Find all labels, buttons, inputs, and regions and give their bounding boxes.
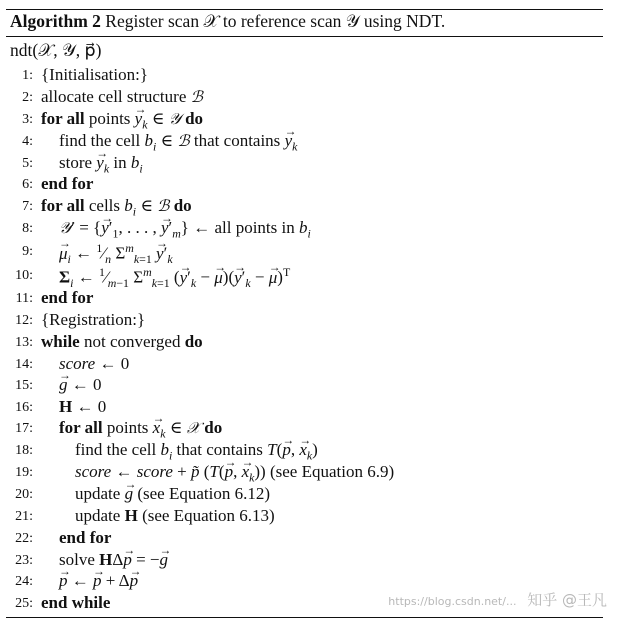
- line-number: 7:: [22, 199, 33, 214]
- line-code: → p ← → p + Δ→ p: [59, 571, 138, 591]
- line-code: allocate cell structure ℬ: [41, 87, 203, 106]
- line-number: 10:: [15, 268, 33, 283]
- line-number: 9:: [22, 244, 33, 259]
- line-code: find the cell $b_i$ that contains T(→ p, → $x_k$): [75, 440, 318, 463]
- line-number: 11:: [15, 291, 33, 306]
- line-number: 15:: [15, 378, 33, 393]
- line-number: 19:: [15, 465, 33, 480]
- line-code: solve HΔ→ p = −→ g: [59, 550, 168, 570]
- line-code: → g ← 0: [59, 375, 102, 395]
- algorithm-caption: [10, 11, 445, 32]
- line-code: $\Sigma_i$ ← $^1⁄_{m-1}$ $\Sigma^m_{k=1}$ (→ $y'_k$ − → $\mu)(\to y'_k$ − → μ)$^T$: [59, 265, 290, 291]
- line-code: end while: [41, 593, 111, 612]
- line-code: score ← score + p̃ (T(→ p, → $x_k$)) (see Equation 6.9): [75, 462, 394, 485]
- line-code: H ← 0: [59, 397, 107, 416]
- line-number: 5:: [22, 156, 33, 171]
- line-code: for all cells $b_i$ ∈ ℬ do: [41, 196, 192, 219]
- top-rule: [6, 9, 603, 10]
- line-number: 13:: [15, 335, 33, 350]
- line-code: store → $y_k$ in $b_i$: [59, 153, 143, 176]
- line-code: update → g (see Equation 6.12): [75, 484, 270, 504]
- line-code: end for: [41, 288, 94, 307]
- line-number: 18:: [15, 443, 33, 458]
- line-code: → $\mu_i$ ← $^1⁄_n$ $\Sigma^m_{k=1} \to y'_k$: [59, 241, 173, 267]
- line-code: {Initialisation:}: [41, 65, 148, 84]
- line-number: 2:: [22, 90, 33, 105]
- line-number: 4:: [22, 134, 33, 149]
- line-code: end for: [41, 174, 94, 193]
- line-code: end for: [59, 528, 112, 547]
- line-number: 25:: [15, 596, 33, 611]
- caption-rule: [6, 36, 603, 37]
- line-code: while not converged do: [41, 332, 203, 351]
- line-code: 𝒴′ = {→ $y'_1$, . . . , → $y'_m$} ← all points in $b_i$: [59, 218, 311, 241]
- line-number: 16:: [15, 400, 33, 415]
- line-number: 17:: [15, 421, 33, 436]
- line-number: 1:: [22, 68, 33, 83]
- line-code: {Registration:}: [41, 310, 146, 329]
- bottom-rule: [6, 617, 603, 618]
- line-number: 24:: [15, 574, 33, 589]
- function-signature: ndt(𝒳, 𝒴, p⃗): [10, 40, 102, 60]
- line-number: 3:: [22, 112, 33, 127]
- line-code: update H (see Equation 6.13): [75, 506, 275, 525]
- line-number: 21:: [15, 509, 33, 524]
- line-number: 22:: [15, 531, 33, 546]
- watermark-url: https://blog.csdn.net/...: [388, 595, 517, 608]
- line-number: 6:: [22, 177, 33, 192]
- line-number: 14:: [15, 357, 33, 372]
- line-code: for all points → $y_k$ ∈ 𝒴 do: [41, 109, 203, 132]
- watermark-text: 知乎 @王凡: [527, 591, 607, 609]
- line-number: 12:: [15, 313, 33, 328]
- watermark: [388, 589, 607, 610]
- line-number: 20:: [15, 487, 33, 502]
- line-code: for all points → $x_k$ ∈ 𝒳 do: [59, 418, 222, 441]
- line-code: score ← 0: [59, 354, 130, 373]
- algorithm-label: Algorithm 2: [10, 11, 101, 31]
- line-code: find the cell $b_i$ ∈ ℬ that contains → $y_k$: [59, 131, 297, 154]
- algorithm-title: Register scan 𝒳 to reference scan 𝒴 using NDT.: [105, 11, 446, 31]
- line-number: 23:: [15, 553, 33, 568]
- line-number: 8:: [22, 221, 33, 236]
